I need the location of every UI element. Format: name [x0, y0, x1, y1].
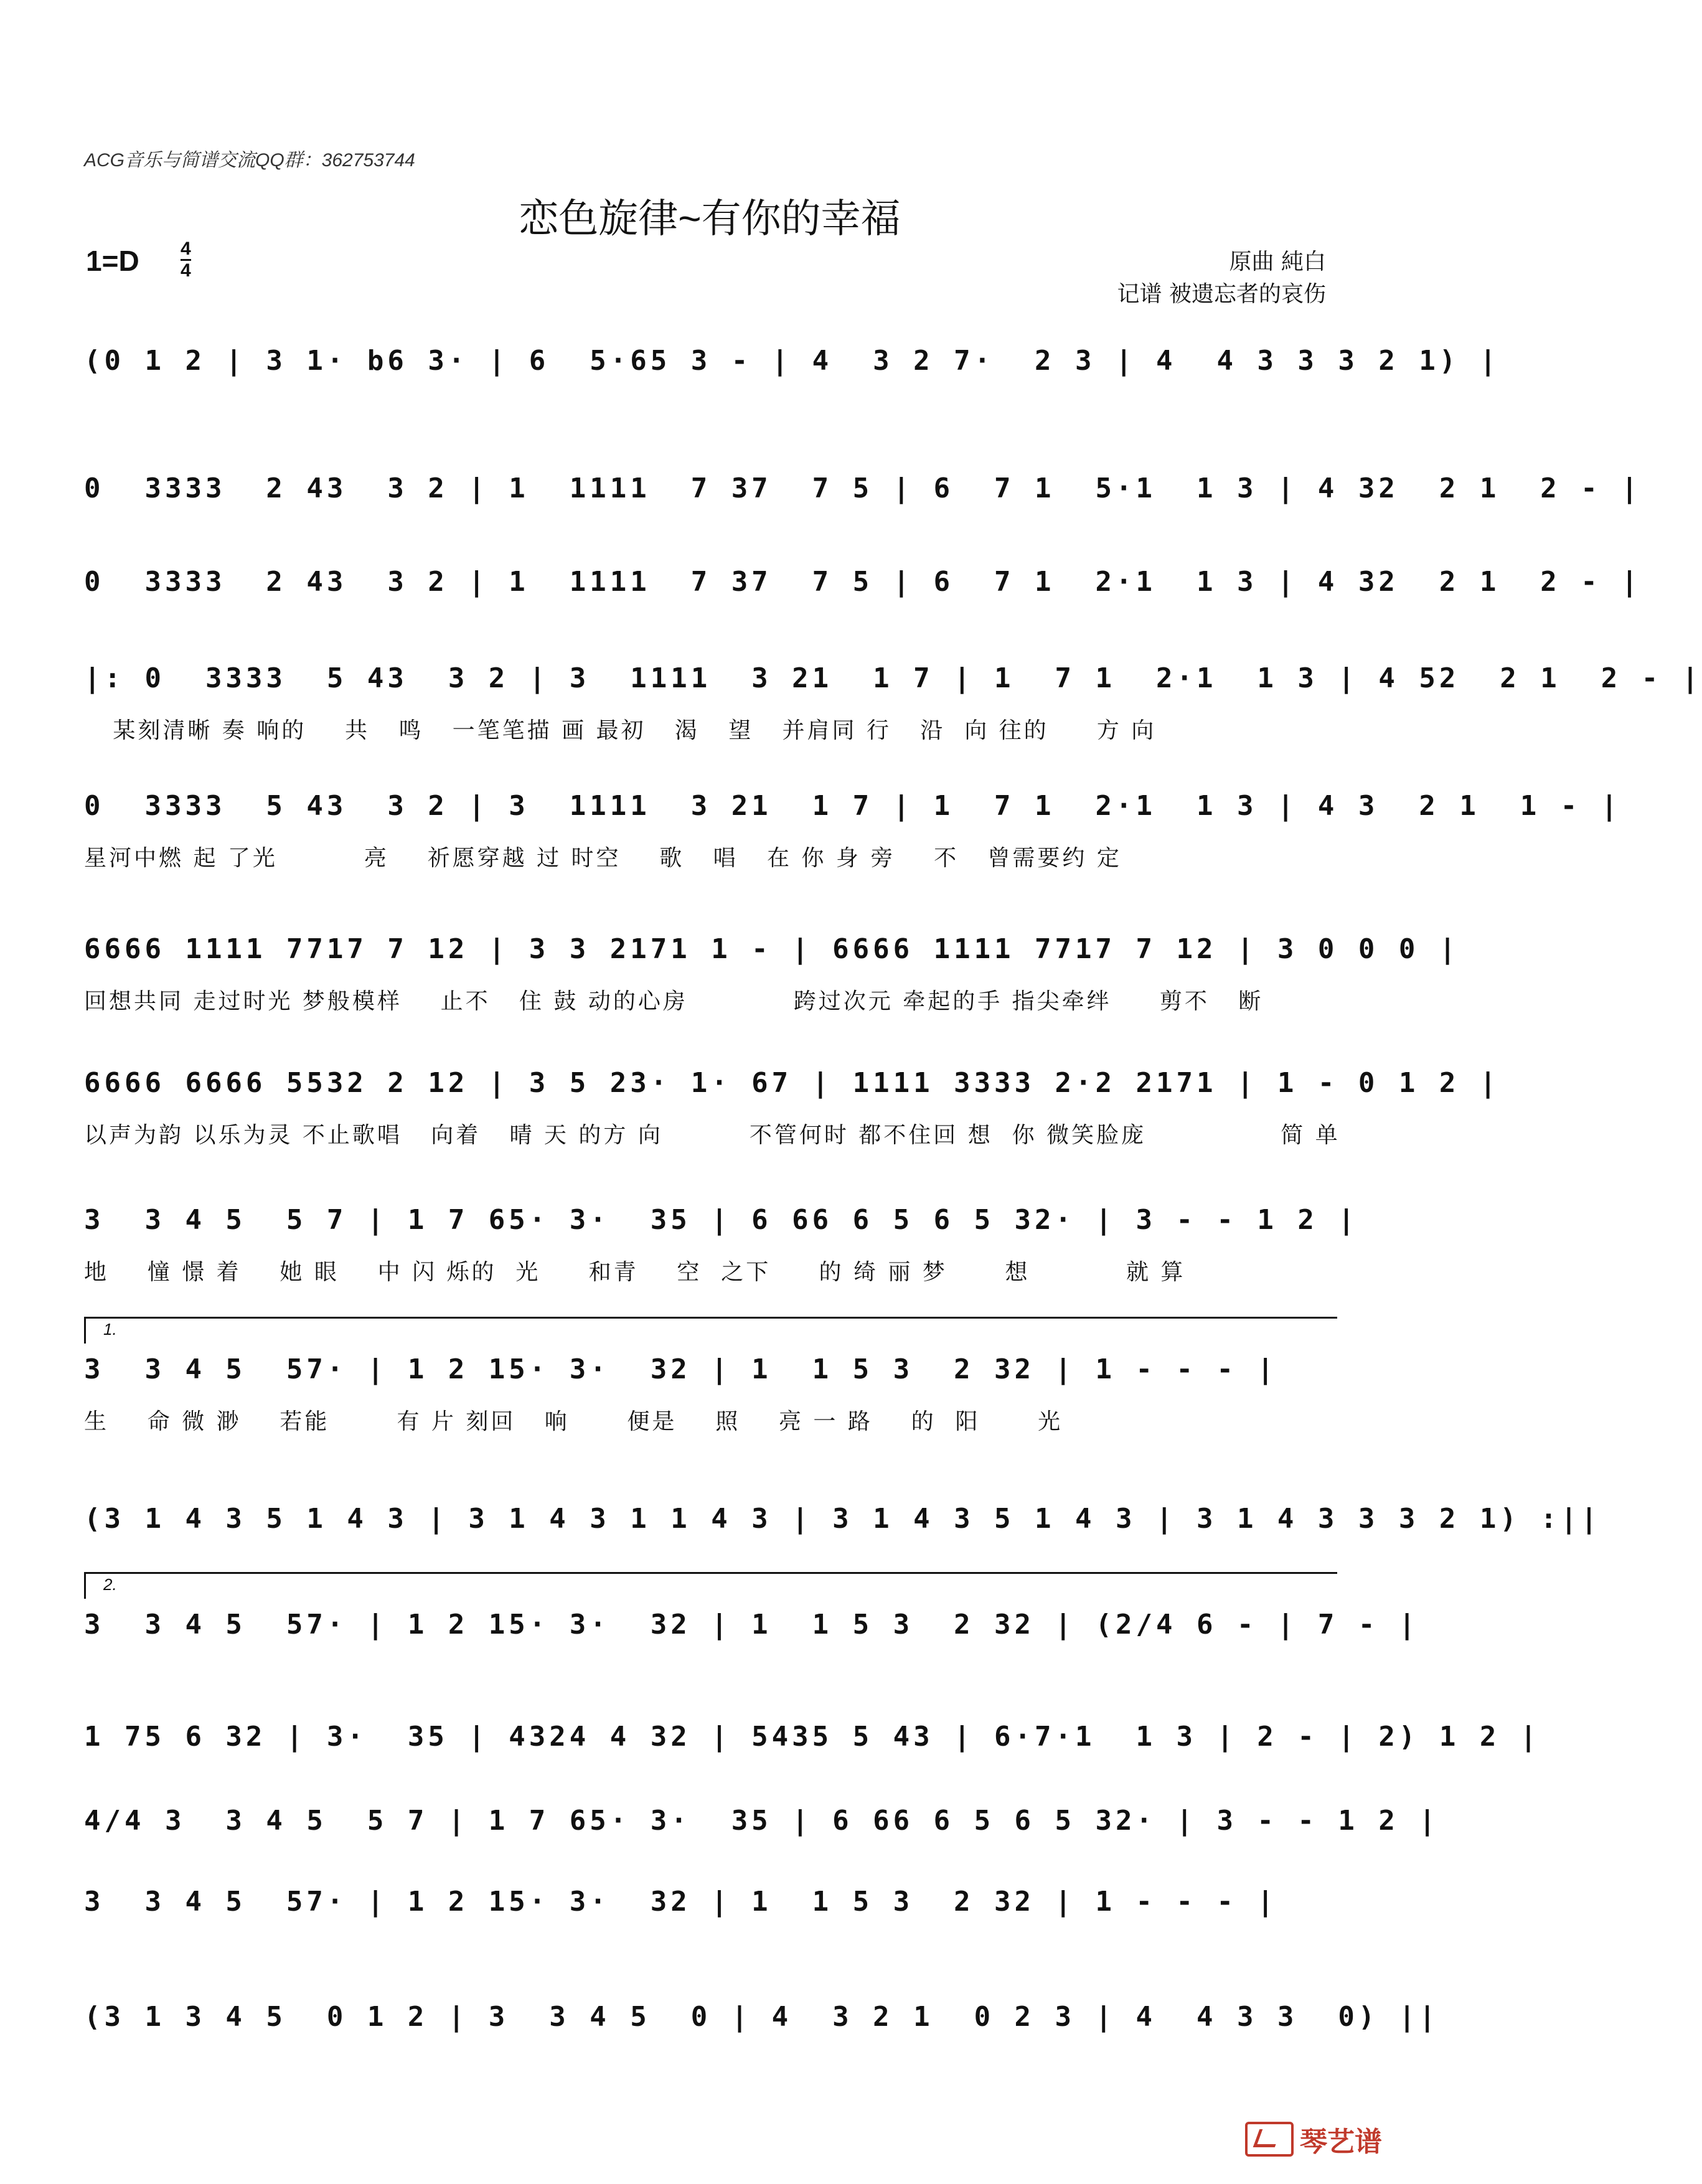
lyric-line: 地 憧 憬 着 她 眼 中 闪 烁的 光 和青 空 之下 的 绮 丽 梦 想 就 算 [84, 1259, 1186, 1285]
score-line [84, 1877, 1335, 1927]
lyric-line: 以声为韵 以乐为灵 不止歌唱 向着 晴 天 的方 向 不管何时 都不住回 想 你 微笑脸庞 简 单 [84, 1123, 1340, 1148]
notation-line: 3 3 4 5 5 7 | 1 7 65· 3· 35 | 6 66 6 5 6 5 32· | 3 - - 1 2 | [84, 1204, 1358, 1236]
score-line [84, 925, 1460, 974]
notation-line: 3 3 4 5 57· | 1 2 15· 3· 32 | 1 1 5 3 2 32 | (2/4 6 - | 7 - | [84, 1609, 1419, 1640]
notation-line: |: 0 3333 5 43 3 2 | 3 1111 3 21 1 7 | 1 7 1 2·1 1 3 | 4 52 2 1 2 - | [84, 662, 1702, 694]
score-line [84, 1796, 1439, 1846]
score-line [84, 781, 1622, 831]
qq-group-note: ACG音乐与简谱交流QQ群：362753744 [84, 150, 415, 171]
lyric-line: 回想共同 走过时光 梦般模样 止不 住 鼓 动的心房 跨过次元 牵起的手 指尖牵绊 剪不 断 [84, 989, 1264, 1014]
notation-line: (0 1 2 | 3 1· b6 3· | 6 5·65 3 - | 4 3 2 7· 2 3 | 4 4 3 3 3 2 1) | [84, 345, 1500, 377]
score-line [84, 1195, 1358, 1245]
score-line [84, 1494, 1601, 1544]
notation-line: 0 3333 5 43 3 2 | 3 1111 3 21 1 7 | 1 7 1 2·1 1 3 | 4 3 2 1 1 - | [84, 790, 1622, 822]
logo-mark-icon [1245, 2122, 1294, 2157]
notation-line: 0 3333 2 43 3 2 | 1 1111 7 37 7 5 | 6 7 1 2·1 1 3 | 4 32 2 1 2 - | [84, 566, 1642, 598]
notation-line: 0 3333 2 43 3 2 | 1 1111 7 37 7 5 | 6 7 1 5·1 1 3 | 4 32 2 1 2 - | [84, 473, 1642, 504]
notation-line: 1 75 6 32 | 3· 35 | 4324 4 32 | 5435 5 43 | 6·7·1 1 3 | 2 - | 2) 1 2 | [84, 1721, 1541, 1753]
score-line [84, 464, 1642, 514]
score-line [84, 1992, 1439, 2042]
score-line [84, 1345, 1335, 1395]
score-line [84, 1058, 1500, 1108]
transcriber-credit: 记谱 被遗忘者的哀伤 [1117, 281, 1326, 307]
score-line [84, 336, 1500, 386]
score-line [84, 1600, 1419, 1650]
lyric-line: 星河中燃 起 了光 亮 祈愿穿越 过 时空 歌 唱 在 你 身 旁 不 曾需要约 定 [84, 845, 1122, 871]
time-signature [181, 239, 191, 281]
time-signature-top: 4 [181, 238, 191, 259]
key-signature: 1=D [86, 245, 139, 277]
logo-text: 琴艺谱 [1300, 2127, 1382, 2157]
lyric-line: 某刻清晰 奏 响的 共 鸣 一笔笔描 画 最初 渴 望 并肩同 行 沿 向 往的 方 向 [84, 718, 1157, 743]
notation-line: 3 3 4 5 57· | 1 2 15· 3· 32 | 1 1 5 3 2 32 | 1 - - - | [84, 1886, 1277, 1918]
site-logo [1245, 2119, 1382, 2159]
notation-line: 6666 1111 7717 7 12 | 3 3 2171 1 - | 6666 1111 7717 7 12 | 3 0 0 0 | [84, 933, 1460, 965]
notation-line: 6666 6666 5532 2 12 | 3 5 23· 1· 67 | 1111 3333 2·2 2171 | 1 - 0 1 2 | [84, 1067, 1500, 1099]
notation-line: (3 1 4 3 5 1 4 3 | 3 1 4 3 1 1 4 3 | 3 1 4 3 5 1 4 3 | 3 1 4 3 3 3 2 1) :|| [84, 1503, 1601, 1535]
song-title: 恋色旋律~有你的幸福 [519, 196, 901, 241]
volta-bracket [84, 1572, 1337, 1599]
lyric-line: 生 命 微 渺 若能 有 片 刻回 响 便是 照 亮 一 路 的 阳 光 [84, 1409, 1063, 1434]
original-credit: 原曲 純白 [1229, 249, 1326, 275]
notation-line: 3 3 4 5 57· | 1 2 15· 3· 32 | 1 1 5 3 2 32 | 1 - - - | [84, 1353, 1277, 1385]
time-signature-bottom: 4 [181, 260, 191, 281]
volta-label: 1. [103, 1320, 117, 1339]
notation-line: (3 1 3 4 5 0 1 2 | 3 3 4 5 0 | 4 3 2 1 0 2 3 | 4 4 3 3 0) || [84, 2001, 1439, 2033]
score-line [84, 1712, 1541, 1762]
volta-label: 2. [103, 1575, 117, 1594]
score-line [84, 557, 1642, 607]
notation-line: 4/4 3 3 4 5 5 7 | 1 7 65· 3· 35 | 6 66 6 5 6 5 32· | 3 - - 1 2 | [84, 1805, 1439, 1837]
score-line [84, 654, 1702, 704]
volta-bracket [84, 1317, 1337, 1344]
